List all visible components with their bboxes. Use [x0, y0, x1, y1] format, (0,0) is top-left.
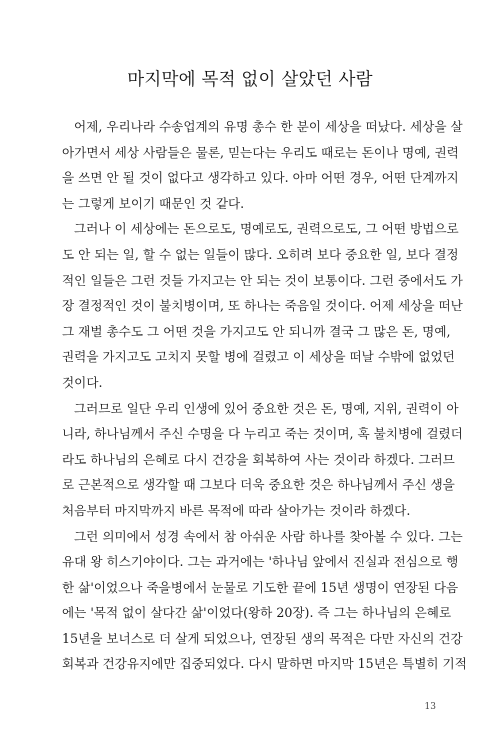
text-line: 유대 왕 히스기야이다. 그는 과거에는 '하나님 앞에서 진실과 전심으로 행	[62, 554, 459, 570]
text-line: 어제, 우리나라 수송업계의 유명 총수 한 분이 세상을 떠났다. 세상을 살	[74, 119, 463, 134]
text-line: 그 재벌 총수도 그 어떤 것을 가지고도 안 되니까 결국 그 많은 돈, 명예,	[62, 323, 451, 339]
text-line: 는 그렇게 보이기 때문인 것 같다.	[62, 195, 245, 211]
text-line: 도 안 되는 일, 할 수 없는 일들이 많다. 오히려 보다 중요한 일, 보다 결정	[62, 246, 459, 262]
text-line: 그러므로 일단 우리 인생에 있어 중요한 것은 돈, 명예, 지위, 권력이 아	[74, 400, 459, 416]
text-line: 그런 의미에서 성경 속에서 참 아쉬운 사람 하나를 찾아볼 수 있다. 그는	[74, 528, 463, 544]
page-number: 13	[424, 702, 436, 712]
text-line: 을 쓰면 안 될 것이 없다고 생각하고 있다. 아마 어떤 경우, 어떤 단계까지	[62, 170, 459, 186]
text-line: 에는 '목적 없이 살다간 삶'이었다(왕하 20장). 즉 그는 하나님의 은혜로	[62, 605, 452, 621]
text-line: 니라, 하나님께서 주신 수명을 다 누리고 죽는 것이며, 혹 불치병에 걸렸더	[62, 426, 463, 442]
text-line: 것이다.	[62, 374, 103, 390]
text-line: 라도 하나님의 은혜로 다시 건강을 회복하여 사는 것이라 하겠다. 그러므	[62, 451, 455, 467]
text-line: 처음부터 마지막까지 바른 목적에 따라 살아가는 것이라 하겠다.	[62, 502, 411, 518]
text-line: 회복과 건강유지에만 집중되었다. 다시 말하면 마지막 15년은 특별히 기적	[62, 656, 467, 672]
text-line: 적인 일들은 그런 것들 가지고는 안 되는 것이 보통이다. 그런 중에서도 가	[62, 272, 463, 288]
chapter-title: 마지막에 목적 없이 살았던 사람	[127, 70, 373, 90]
text-line: 권력을 가지고도 고치지 못할 병에 걸렸고 이 세상을 떠날 수밖에 없었던	[62, 349, 455, 365]
text-line: 한 삶'이었으나 죽을병에서 눈물로 기도한 끝에 15년 생명이 연장된 다음	[62, 579, 459, 595]
text-line: 장 결정적인 것이 불치병이며, 또 하나는 죽음일 것이다. 어제 세상을 떠난	[62, 298, 463, 314]
text-line: 그러나 이 세상에는 돈으로도, 명예로도, 권력으로도, 그 어떤 방법으로	[74, 221, 459, 237]
text-line: 아가면서 세상 사람들은 물론, 믿는다는 우리도 때로는 돈이나 명예, 권력	[62, 144, 459, 160]
text-line: 로 근본적으로 생각할 때 그보다 더욱 중요한 것은 하나님께서 주신 생을	[62, 477, 455, 493]
body-text	[62, 114, 467, 677]
text-line: 15년을 보너스로 더 살게 되었으나, 연장된 생의 목적은 다만 자신의 건강	[62, 630, 463, 646]
